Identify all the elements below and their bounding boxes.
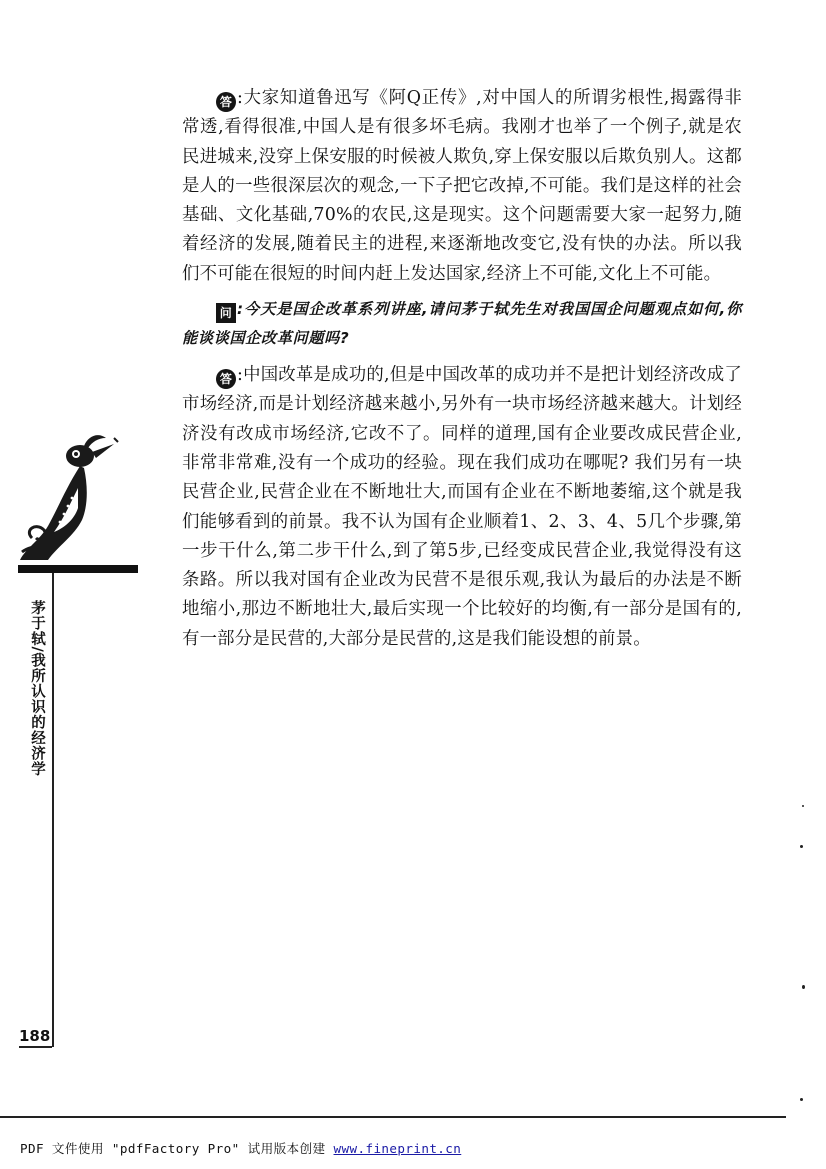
- answer-marker-icon: 答: [216, 92, 236, 112]
- question-marker-icon: 问: [216, 303, 236, 323]
- footer-link[interactable]: www.fineprint.cn: [333, 1141, 462, 1156]
- ornament-base-bar: [18, 565, 138, 573]
- answer-marker-icon: 答: [216, 369, 236, 389]
- answer-text-2: :中国改革是成功的,但是中国改革的成功并不是把计划经济改成了市场经济,而是计划经济越来越小,另外有一块市场经济越来越大。计划经济没有改成市场经济,它改不了。同样的道理,国有企业要改成民营企业,非常非常难,没有一个成功的经验。现在我们成功在哪呢? 我们另有一块民营企业,民营企业在不断地壮大,而国有企业在不断地萎缩,这个就是我们能够看到的前景。我不认为国有企业顺着1、2、3、4、5几个步骤,第一步干什么,第二步干什么,到了第5步,已经变成民营企业,我觉得没有这条路。所以我对国有企业改为民营不是很乐观,我认为最后的办法是不断地缩小,那边不断地壮大,最后实现一个比较好的均衡,有一部分是国有的,有一部分是民营的,大部分是民营的,这是我们能设想的前景。: [182, 365, 742, 649]
- footer-text: PDF 文件使用 "pdfFactory Pro" 试用版本创建: [20, 1141, 334, 1156]
- answer-paragraph-2: [182, 361, 742, 654]
- spine-divider-line: [52, 573, 54, 1047]
- answer-text-1: :大家知道鲁迅写《阿Q正传》,对中国人的所谓劣根性,揭露得非常透,看得很准,中国人是有很多坏毛病。我刚才也举了一个例子,就是农民进城来,没穿上保安服的时候被人欺负,穿上保安服以后欺负别人。这都是人的一些很深层次的观念,一下子把它改掉,不可能。我们是这样的社会基础、文化基础,70%的农民,这是现实。这个问题需要大家一起努力,随着经济的发展,随着民主的进程,来逐渐地改变它,没有快的办法。所以我们不可能在很短的时间内赶上发达国家,经济上不可能,文化上不可能。: [182, 88, 742, 284]
- scan-speck: [802, 985, 805, 989]
- body-text: [182, 84, 742, 654]
- answer-paragraph-1: [182, 84, 742, 289]
- scan-speck: [802, 805, 804, 807]
- scan-speck: [800, 1098, 803, 1101]
- bottom-rule: [0, 1116, 786, 1118]
- spine-book-title: 茅于轼/我所认识的经济学: [29, 600, 45, 777]
- pdf-footer: [20, 1138, 461, 1157]
- question-text: :今天是国企改革系列讲座,请问茅于轼先生对我国国企问题观点如何,你能谈谈国企改革问题吗?: [182, 300, 742, 348]
- page-number: 188: [19, 1028, 52, 1048]
- bird-ornament-icon: [18, 428, 138, 568]
- scan-speck: [800, 845, 803, 848]
- question-paragraph: [182, 295, 742, 353]
